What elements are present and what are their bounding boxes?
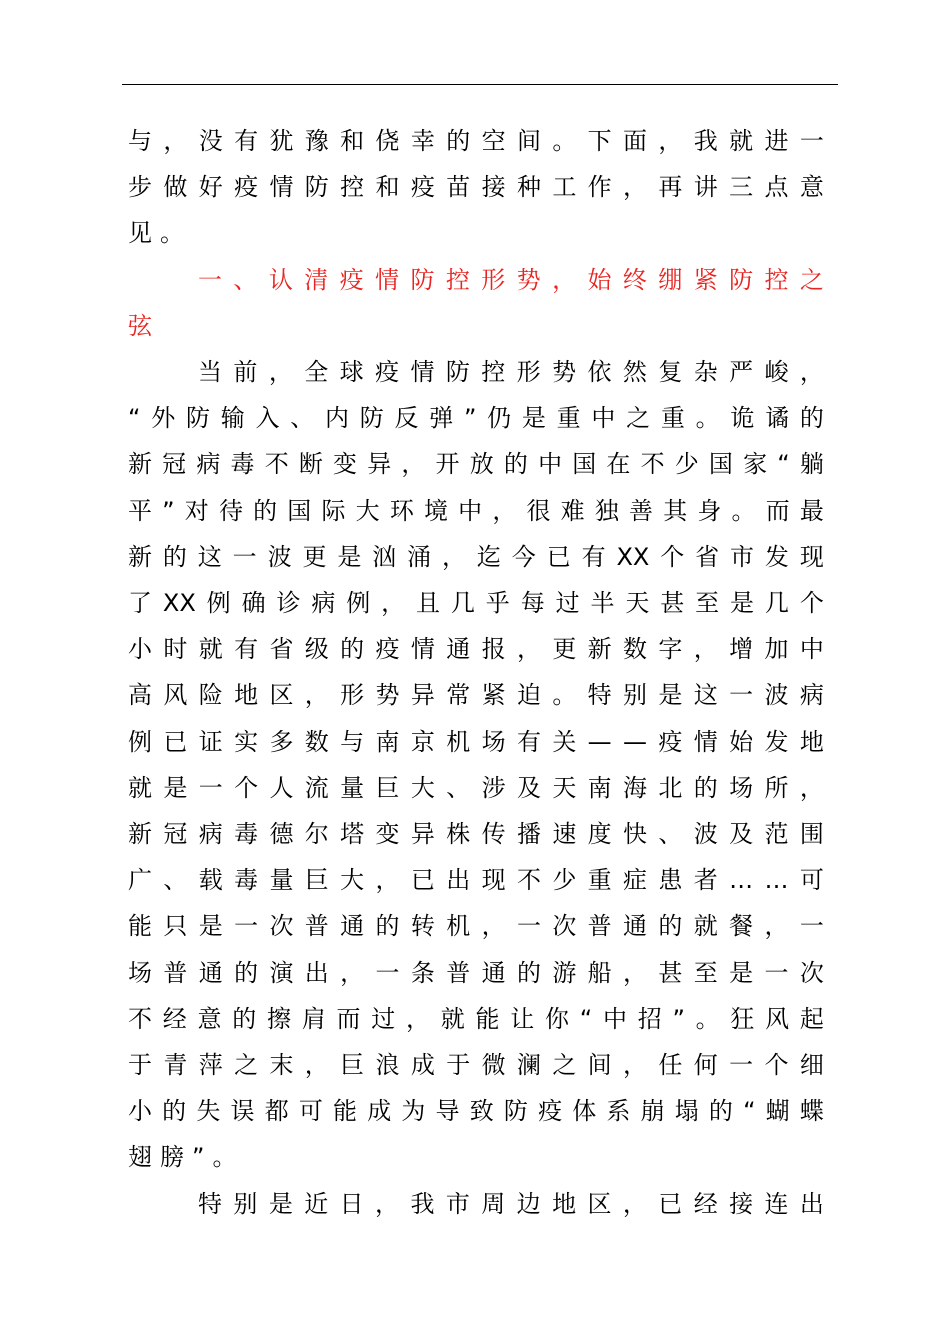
text-line: 场 普 通 的 演 出 ， 一 条 普 通 的 游 船 ， 甚 至 是 一 次 <box>128 958 824 987</box>
text-line: 特 别 是 近 日 ， 我 市 周 边 地 区 ， 已 经 接 连 出 <box>198 1189 824 1218</box>
text-line: 与 ， 没 有 犹 豫 和 侥 幸 的 空 间 。 下 面 ， 我 就 进 一 <box>128 127 824 155</box>
text-line: 小 的 失 误 都 可 能 成 为 导 致 防 疫 体 系 崩 塌 的 “ 蝴 蝶 <box>128 1097 824 1126</box>
text-line: 当 前 ， 全 球 疫 情 防 控 形 势 依 然 复 杂 严 峻 ， <box>198 358 824 386</box>
section-heading-line: 一 、 认 清 疫 情 防 控 形 势 ， 始 终 绷 紧 防 控 之 <box>198 265 824 294</box>
text-line: 翅 膀 ” 。 <box>128 1143 237 1172</box>
section-heading-line: 弦 <box>128 311 152 340</box>
text-line: 小 时 就 有 省 级 的 疫 情 通 报 ， 更 新 数 字 ， 增 加 中 <box>128 635 824 664</box>
text-line: 不 经 意 的 擦 肩 而 过 ， 就 能 让 你 “ 中 招 ” 。 狂 风 起 <box>128 1004 824 1033</box>
text-line: 新 冠 病 毒 德 尔 塔 变 异 株 传 播 速 度 快 、 波 及 范 围 <box>128 820 824 848</box>
header-rule <box>122 84 838 85</box>
text-line: 于 青 萍 之 末 ， 巨 浪 成 于 微 澜 之 间 ， 任 何 一 个 细 <box>128 1051 824 1079</box>
text-line: 广 、 载 毒 量 巨 大 ， 已 出 现 不 少 重 症 患 者 … … 可 <box>128 866 824 895</box>
text-line: “ 外 防 输 入 、 内 防 反 弹 ” 仍 是 重 中 之 重 。 诡 谲 的 <box>128 404 824 433</box>
text-line: 了 XX 例 确 诊 病 例 ， 且 几 乎 每 过 半 天 甚 至 是 几 个 <box>128 589 824 617</box>
text-line: 就 是 一 个 人 流 量 巨 大 、 涉 及 天 南 海 北 的 场 所 ， <box>128 773 824 802</box>
text-line: 例 已 证 实 多 数 与 南 京 机 场 有 关 — — 疫 情 始 发 地 <box>128 727 824 756</box>
text-line: 能 只 是 一 次 普 通 的 转 机 ， 一 次 普 通 的 就 餐 ， 一 <box>128 912 824 941</box>
text-line: 见 。 <box>128 219 184 248</box>
text-line: 步 做 好 疫 情 防 控 和 疫 苗 接 种 工 作 ， 再 讲 三 点 意 <box>128 173 824 202</box>
text-line: 新 冠 病 毒 不 断 变 异 ， 开 放 的 中 国 在 不 少 国 家 “ 躺 <box>128 450 824 479</box>
text-line: 高 风 险 地 区 ， 形 势 异 常 紧 迫 。 特 别 是 这 一 波 病 <box>128 681 824 710</box>
text-line: 新 的 这 一 波 更 是 汹 涌 ， 迄 今 已 有 XX 个 省 市 发 现 <box>128 542 824 571</box>
text-line: 平 ” 对 待 的 国 际 大 环 境 中 ， 很 难 独 善 其 身 。 而 最 <box>128 496 824 525</box>
